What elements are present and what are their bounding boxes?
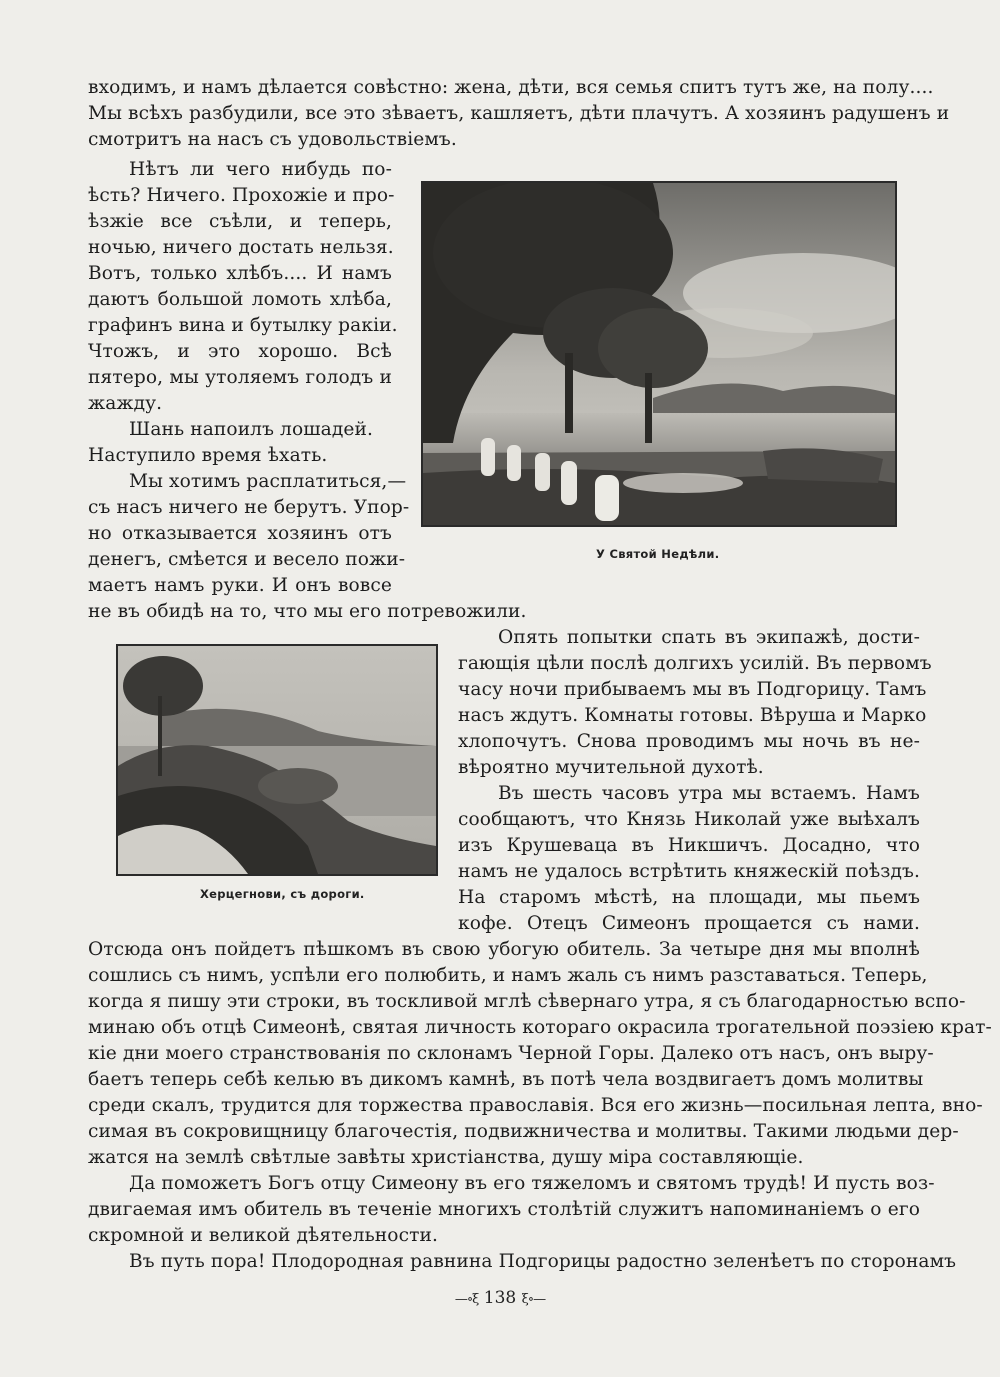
text-line: жатся на землѣ свѣтлые завѣты христіанства, душу міра составляющіе. <box>88 1147 804 1168</box>
text-line: Вотъ, только хлѣбъ.... И намъ <box>88 263 392 284</box>
text-line: маетъ намъ руки. И онъ вовсе <box>88 575 392 596</box>
text-line: Въ шесть часовъ утра мы встаемъ. Намъ <box>498 783 920 804</box>
caption-sveta-nedelya: У Святой Недѣли. <box>596 547 720 561</box>
photo-sveta-nedelya-image <box>423 183 895 525</box>
text-line: сообщаютъ, что Князь Николай уже выѣхалъ <box>458 809 920 830</box>
text-line: не въ обидѣ на то, что мы его потревожили. <box>88 601 527 622</box>
text-line: насъ ждутъ. Комнаты готовы. Вѣруша и Марко <box>458 705 927 726</box>
text-line: часу ночи прибываемъ мы въ Подгорицу. Тамъ <box>458 679 927 700</box>
text-line: жажду. <box>88 393 163 414</box>
text-line: среди скалъ, трудится для торжества православія. Вся его жизнь—посильная лепта, вно- <box>88 1095 983 1116</box>
text-line: Да поможетъ Богъ отцу Симеону въ его тяжеломъ и святомъ трудѣ! И пусть воз- <box>129 1173 935 1194</box>
text-line: На старомъ мѣстѣ, на площади, мы пьемъ <box>458 887 920 908</box>
text-line: Мы хотимъ расплатиться,— <box>129 471 407 492</box>
text-line: но отказывается хозяинъ отъ <box>88 523 392 544</box>
caption-herceg-novi: Херцегнови, съ дороги. <box>200 887 365 901</box>
text-line: Наступило время ѣхать. <box>88 445 328 466</box>
text-line: ночью, ничего достать нельзя. <box>88 237 394 258</box>
photo-sveta-nedelya <box>421 181 897 527</box>
text-line: намъ не удалось встрѣтить княжескій поѣздъ. <box>458 861 920 882</box>
text-line: съ насъ ничего не берутъ. Упор- <box>88 497 410 518</box>
page-number-footer <box>440 1288 560 1308</box>
text-line: скромной и великой дѣятельности. <box>88 1225 438 1246</box>
text-line: когда я пишу эти строки, въ тоскливой мглѣ сѣвернаго утра, я съ благодарностью вспо- <box>88 991 966 1012</box>
text-line: Мы всѣхъ разбудили, все это зѣваетъ, кашляетъ, дѣти плачутъ. А хозяинъ радушенъ и <box>88 103 950 124</box>
text-line: гающія цѣли послѣ долгихъ усилій. Въ первомъ <box>458 653 932 674</box>
text-line: даютъ большой ломоть хлѣба, <box>88 289 392 310</box>
text-line: графинъ вина и бутылку ракіи. <box>88 315 398 336</box>
text-line: изъ Крушеваца въ Никшичъ. Досадно, что <box>458 835 920 856</box>
text-line: двигаемая имъ обитель въ теченіе многихъ столѣтій служитъ напоминаніемъ о его <box>88 1199 920 1220</box>
text-line: симая въ сокровищницу благочестія, подвижничества и молитвы. Такими людьми дер- <box>88 1121 959 1142</box>
text-line: Чтожъ, и это хорошо. Всѣ <box>88 341 392 362</box>
text-line: Въ путь пора! Плодородная равнина Подгорицы радостно зеленѣетъ по сторонамъ <box>129 1251 957 1272</box>
text-line: Нѣтъ ли чего нибудь по- <box>129 159 392 180</box>
ornament-left: —∘ξ <box>454 1292 479 1307</box>
text-line: денегъ, смѣется и весело пожи- <box>88 549 406 570</box>
text-line: ѣзжіе все съѣли, и теперь, <box>88 211 392 232</box>
text-line: кофе. Отецъ Симеонъ прощается съ нами. <box>458 913 920 934</box>
text-line: кіе дни моего странствованія по склонамъ Черной Горы. Далеко отъ насъ, онъ выру- <box>88 1043 934 1064</box>
text-line: сошлись съ нимъ, успѣли его полюбить, и намъ жаль съ нимъ разставаться. Теперь, <box>88 965 928 986</box>
ornament-right: ξ∘— <box>521 1292 546 1307</box>
text-line: пятеро, мы утоляемъ голодъ и <box>88 367 392 388</box>
text-line: минаю объ отцѣ Симеонѣ, святая личность котораго окрасила трогательной поэзіею крат- <box>88 1017 992 1038</box>
text-line: хлопочутъ. Снова проводимъ мы ночь въ не- <box>458 731 920 752</box>
text-line: Опять попытки спать въ экипажѣ, дости- <box>498 627 920 648</box>
page-number: 138 <box>483 1288 517 1308</box>
text-line: баетъ теперь себѣ келью въ дикомъ камнѣ, въ потѣ чела воздвигаетъ домъ молитвы <box>88 1069 924 1090</box>
text-line: входимъ, и намъ дѣлается совѣстно: жена, дѣти, вся семья спитъ тутъ же, на полу.... <box>88 77 934 98</box>
text-line: смотритъ на насъ съ удовольствіемъ. <box>88 129 457 150</box>
text-line: вѣроятно мучительной духотѣ. <box>458 757 764 778</box>
text-line: Отсюда онъ пойдетъ пѣшкомъ въ свою убогую обитель. За четыре дня мы вполнѣ <box>88 939 920 960</box>
text-line: Шань напоилъ лошадей. <box>129 419 373 440</box>
photo-herceg-novi <box>116 644 438 876</box>
photo-herceg-novi-image <box>118 646 436 874</box>
text-line: ѣсть? Ничего. Прохожіе и про- <box>88 185 395 206</box>
